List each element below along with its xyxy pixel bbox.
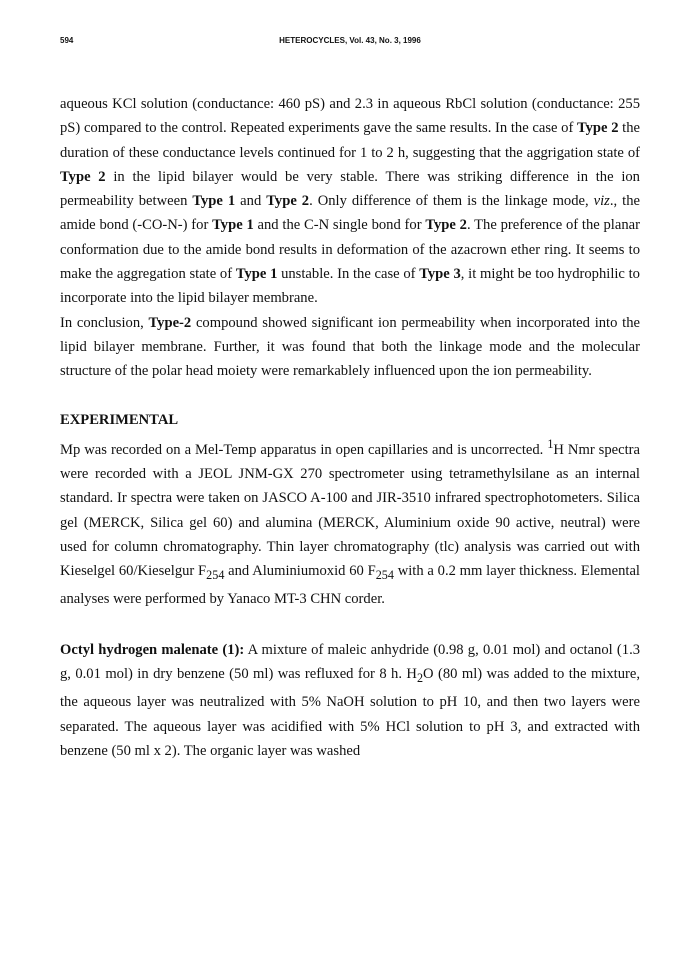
paragraph-results <box>60 92 640 311</box>
paragraph-experimental <box>60 432 640 612</box>
text-run: and the C-N single bond for <box>253 217 426 234</box>
compound-label: Type 2 <box>425 217 467 234</box>
compound-label: Type-2 <box>148 314 192 331</box>
compound-label: Type 2 <box>266 193 310 210</box>
text-run: and Aluminiumoxid 60 F <box>224 563 376 580</box>
paragraph-octyl-hydrogen-malenate <box>60 638 640 763</box>
text-run: A mixture of maleic anhydride (0.98 g, 0.01 mol) and octanol (1.3 g, 0.01 mol) in dry benzene (50 ml) was refluxed for 8 h. H <box>60 641 641 682</box>
compound-label: Type 1 <box>235 266 278 283</box>
text-run: . Only difference of them is the linkage mode, <box>309 193 594 210</box>
compound-label: Type 1 <box>192 193 236 210</box>
text-run: Mp was recorded on a Mel-Temp apparatus in open capillaries and is uncorrected. <box>60 441 548 458</box>
subscript: 254 <box>375 568 394 583</box>
text-run: in the lipid bilayer would be very stable. There was striking difference in the ion permeability between <box>60 168 640 210</box>
text-run: the duration of these conductance levels continued for 1 to 2 h, suggesting that the aggrigation state of <box>60 120 640 161</box>
article-body <box>60 92 640 763</box>
superscript: 1 <box>547 436 554 451</box>
spacer <box>60 612 640 638</box>
subscript: 2 <box>416 670 424 685</box>
paragraph-conclusion <box>60 311 640 384</box>
text-run: , it might be too hydrophilic to incorporate into the lipid bilayer membrane. <box>60 266 640 307</box>
text-run: O (80 ml) was added to the mixture, the aqueous layer was neutralized with 5% NaOH solution to pH 10, and then two layers were separated. The aqueous layer was acidified with 5% HCl solution to pH 3, and extracted with benzene (50 ml x 2). The organic layer was washed <box>60 666 640 759</box>
journal-running-title: HETEROCYCLES, Vol. 43, No. 3, 1996 <box>279 36 421 45</box>
text-run: unstable. In the case of <box>277 266 420 283</box>
italic-term: viz <box>593 193 610 210</box>
compound-title: Octyl hydrogen malenate (1): <box>60 641 245 658</box>
compound-label: Type 3 <box>419 266 461 283</box>
text-run: with a 0.2 mm layer thickness. Elemental analyses were performed by Yanaco MT-3 CHN corder. <box>60 563 640 608</box>
text-run: H Nmr spectra were recorded with a JEOL JNM-GX 270 spectrometer using tetramethylsilane as an internal standard. Ir spectra were taken on JASCO A-100 and JIR-3510 infrared spectrophotometers. Silica gel (MERCK, Silica gel 60) and alumina (MERCK, Aluminium oxide 90 active, neutral) were used for column chromatography. Thin layer chromatography (tlc) analysis was carried out with Kieselgel 60/Kieselgur F <box>60 441 640 580</box>
text-run: compound showed significant ion permeability when incorporated into the lipid bilayer membrane. Further, it was found that both the linkage mode and the molecular structure of the polar head moiety were remarkablely influenced upon the ion permeability. <box>60 314 640 380</box>
text-run: In conclusion, <box>60 314 149 331</box>
text-run: ., the amide bond (-CO-N-) for <box>60 193 640 234</box>
compound-label: Type 2 <box>60 168 106 185</box>
subscript: 254 <box>206 568 225 583</box>
page-header <box>60 36 640 52</box>
spacer <box>60 384 640 408</box>
compound-label: Type 2 <box>576 120 619 137</box>
section-heading-experimental: EXPERIMENTAL <box>60 411 179 428</box>
page-number: 594 <box>60 36 74 45</box>
compound-label: Type 1 <box>212 217 254 234</box>
text-run: and <box>235 193 267 210</box>
text-run: . The preference of the planar conformation due to the amide bond results in deformation of the azacrown ether ring. It seems to make the aggregation state of <box>60 217 640 283</box>
text-run: aqueous KCl solution (conductance: 460 pS) and 2.3 in aqueous RbCl solution (conductance: 255 pS) compared to the control. Repeated experiments gave the same results. In the case of <box>60 96 640 137</box>
